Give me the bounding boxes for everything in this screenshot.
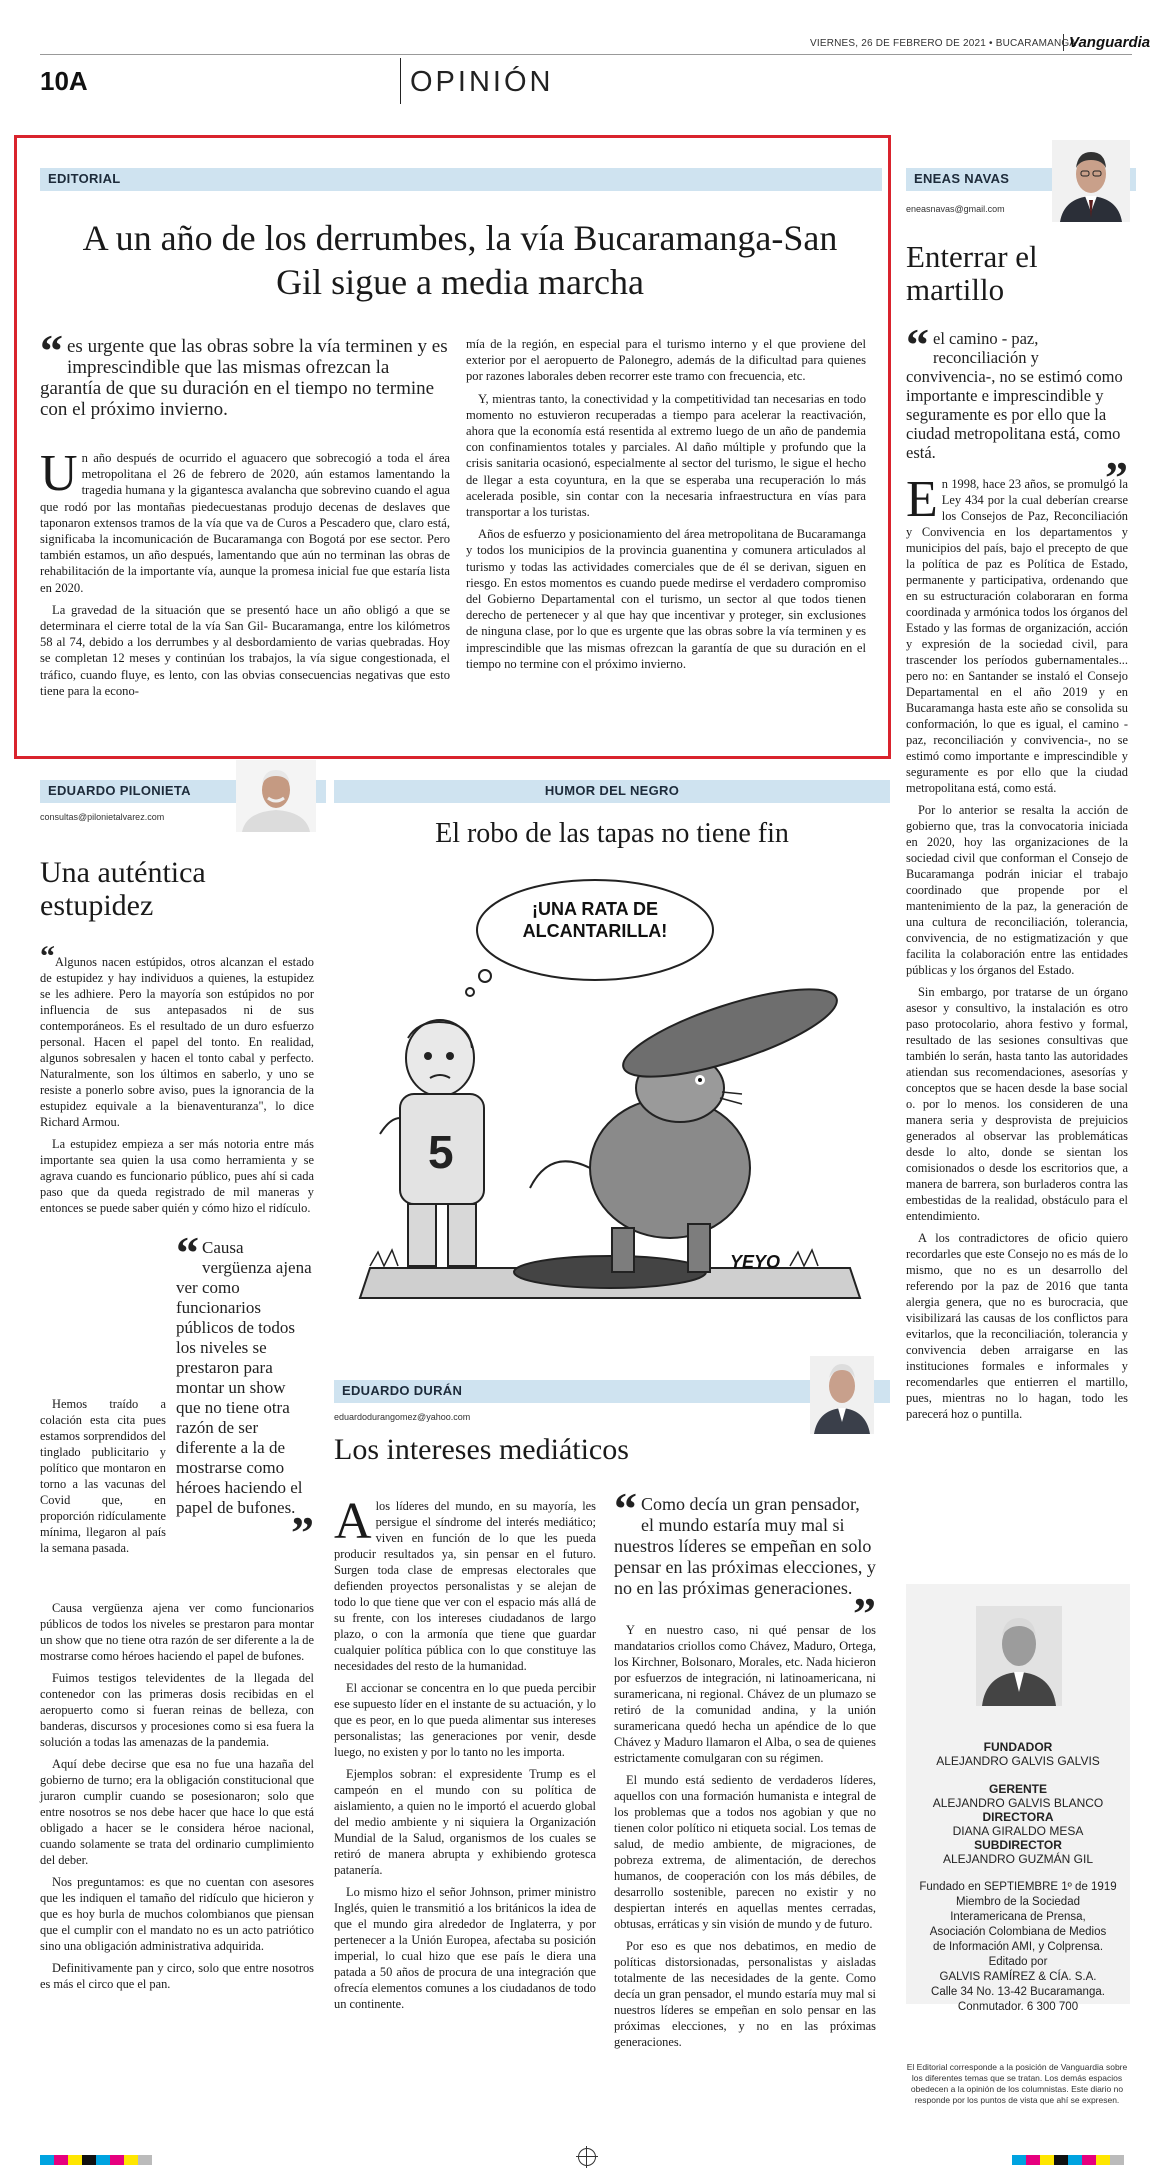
duran-email: eduardodurangomez@yahoo.com [334,1412,471,1422]
duran-portrait [810,1356,874,1434]
editorial-dropcap: U [40,445,78,502]
duran-paragraph: los líderes del mundo, en su mayoría, les persigue el síndrome del interés mediático; viven en función de lo que les pueda producir resultados ya, sin pensar en el futuro. Surgen toda clase de empresas electorales que defienden proyectos personalistas y se alejan de todo lo que tiene que ver con el espacio más allá de su frente, con los intereses ciudadanos de largo plazo, o con la armonía que tiene que guardar cualquier política pública con lo que constituye las necesidades del resto de la humanidad. [334,1499,596,1673]
navas-paragraph: Sin embargo, por tratarse de un órgano asesor y consultivo, la instalación es otro paso protocolario, ahora festivo y formal, resultado de las sesiones consultivas que también lo serán, hasta tanto las autoridades atiendan sus recomendaciones, asesorías y conceptos que se hacen desde la base social o. por lo menos. los consideren de una manera seria y desprovista de prejuicios generados al observar las problemáticas desde lo alto, donde se sientan los comisionados o desde los escritorios que, a manera de barrera, son burladeros contra las embestidas de la realidad, obstáculo para el entendimiento. [906,985,1128,1223]
pilonieta-headline: Una auténtica estupidez [40,856,206,922]
gerente-name: ALEJANDRO GALVIS BLANCO [932,1796,1104,1810]
open-quote-icon: “ [176,1227,199,1278]
cartoon-signature: YEYO [730,1252,781,1272]
directora-name: DIANA GIRALDO MESA [952,1824,1084,1838]
pilonieta-paragraph: Algunos nacen estúpidos, otros alcanzan el estado de estupidez y hay individuos a quienes, la estupidez se les adhiere. Pero la mayoría son estúpidos no por influencia de sus antepasados ni de sus contemporáneos. Es el resultado de un duro esfuerzo personal. Hacen el papel del tonto. En realidad, algunos sobresalen y hacen el tonto cabal y perfecto. Naturalmente, son los últimos en saberlo, y uno se resiste a ponerlo sobre aviso, pues la ignorancia de la estupidez equivale a la bienaventuranza", lo dice Richard Armou. [40,955,314,1129]
editorial-pullquote [40,325,450,420]
pilonieta-quote-text: Causa vergüenza ajena ver como funcionarios públicos de todos los niveles se prestaron para montar un show que no tiene otra razón de ser diferente a la de mostrarse como héroes haciendo el papel de bufones. [176,1238,312,1517]
pilonieta-body-bottom [40,1600,314,1998]
duran-paragraph: Lo mismo hizo el señor Johnson, primer ministro Inglés, quien le transmitió a los británicos la idea de que el mundo gira alrededor de Inglaterra, y por pertenecer a la Unión Europea, afectaba su posición imperial, lo cual hizo que ese país le diera una patada a 50 años de procura de una integración que ofrecía elementos comunes a los ciudadanos de todo un continente. [334,1885,596,2011]
masthead-info: Fundado en SEPTIEMBRE 1º de 1919 [919,1881,1117,1893]
duran-pullquote [614,1483,876,1639]
duran-tag: EDUARDO DURÁN [334,1380,890,1403]
pilonieta-paragraph: Aquí debe decirse que esa no fue una hazaña del gobierno de turno; era la obligación constitucional que juraron cumplir cuando se posesionaron; solo que entre nosotros se nos debe hacer que hace lo que está obligado a hacer se le considera héroe nacional, cuando solamente se trata del ordinario cumplimiento del deber. [40,1757,314,1867]
color-registration-bar-right [1012,2152,1124,2170]
close-quote-icon: ” [1105,452,1128,503]
founder-portrait [976,1606,1062,1706]
header-rule [40,54,1132,55]
pilonieta-body-top [40,940,314,1218]
masthead-info: Interamericana de Prensa, [950,1911,1086,1923]
duran-paragraph: Ejemplos sobran: el expresidente Trump es el campeón en el mundo con su política de aislamiento, a quien no le importó el acuerdo global del medio ambiente y ni siquiera la Organización Mundial de la Salud, organismos de los cuales se retiró de manera abrupta y exhibiendo grotesca patanería. [334,1767,596,1877]
open-quote-icon: “ [614,1483,637,1534]
cartoon [350,868,870,1308]
editorial-col1 [40,325,450,705]
pilonieta-tag: EDUARDO PILONIETA [40,780,326,803]
navas-email: eneasnavas@gmail.com [906,204,1005,214]
pilonieta-paragraph: Causa vergüenza ajena ver como funcionarios públicos de todos los niveles se prestaron para montar un show que no tiene otra razón de ser diferente a la de mostrarse como héroes haciendo el papel de bufones. [40,1601,314,1663]
duran-col2 [614,1622,876,2056]
pilonieta-body-narrow [40,1396,166,1562]
pilonieta-paragraph: Hemos traído a colación esta cita pues estamos sorprendidos del tinglado publicitario y político que montaron en torno a las vacunas del Covid que, en proporción ridículamente mínima, llegaron al país la semana pasada. [40,1397,166,1555]
masthead-info: de Información AMI, y Colprensa. [932,1941,1104,1953]
fundador-name: ALEJANDRO GALVIS GALVIS [936,1754,1100,1768]
open-quote-icon: “ [906,319,929,370]
editorial-paragraph: La gravedad de la situación que se presentó hace un año obligó a que se determinara el cierre total de la vía San Gil- Bucaramanga, entre los kilómetros 58 al 74, debido a los derrumbes y al desbordamiento de varias quebradas. Hoy se completan 12 meses y continúan los trabajos, la vía sigue congestionada, el tráfico, cuando fluye, es lento, con las obvias consecuencias negativas que esto tiene para la econo- [40,602,450,698]
section-title: OPINIÓN [410,66,554,98]
navas-tag: ENEAS NAVAS [906,168,1136,191]
editorial-body-1 [40,445,450,699]
subdirector-name: ALEJANDRO GUZMÁN GIL [942,1852,1094,1866]
navas-paragraph: A los contradictores de oficio quiero recordarles que este Consejo no es más de lo mismo, que no es un desarrollo del referendo por la paz de 2016 que tanta alergia genera, que no es burocracia, que visibilizará las causas de los conflictos para evitarlos, que la reconciliación, tolerancia y convivencia deben arraigarse en las instituciones formales e informales y recomendarles que entierren el martillo, pues, mientras no lo hagan, todo les parecerá hoz o puntilla. [906,1231,1128,1421]
editorial-tag: EDITORIAL [40,168,882,191]
navas-paragraph: n 1998, hace 23 años, se promulgó la Ley 434 por la cual deberían crearse los Consejos de Paz, Reconciliación y Convivencia en los departamentos y municipios del país, bajo el precepto de que la política de paz es Política de Estado, permanente y participativa, ordenando que en su estructuración colaboraran en forma coordinada y armónica todos los órganos del Estado y las formas de organización, acción y expresión de la sociedad civil, para trascender los períodos gubernamentales... pero no: en Santander se instaló el Consejo Departamental en el año 2019 y en Bucaramanga hasta este año se consolida su conformación, lo que es igual, el camino - paz, reconciliación y convivencia-, no se estimó como importante e imprescindible y seguramente es por ello que la ciudad metropolitana está, como está. [906,477,1128,795]
subdirector-label: SUBDIRECTOR [974,1838,1062,1852]
navas-dropcap: E [906,471,938,528]
navas-quote-text: el camino - paz, reconciliación y convivencia-, no se estimó como importante e imprescindible y seguramente es por ello que la ciudad metropolitana está, como está. [906,329,1123,462]
pilonieta-paragraph: Fuimos testigos televidentes de la llegada del contenedor con las primeras dosis recibidas en el aeropuerto como si fueran reinas de belleza, con banderas, discursos y procesiones como si esa fuera la solución a todas las amenazas de la pandemia. [40,1671,314,1749]
duran-paragraph: El mundo está sediento de verdaderos líderes, aquellos con una formación humanista e integral de los problemas que a todos nos agobian y que no tienen color político ni etiqueta social. Los temas de salud, de medio ambiente, de migraciones, de pobreza extrema, de alimentación, de derechos humanos, de cooperación con los más débiles, de desarrollo sostenible, parecen no existir y no despiertan interés en aquellas mentes cerradas, obtusas, erráticas y sin visión de mundo y de futuro. [614,1773,876,1931]
brand-logo: Vanguardia [1063,34,1150,51]
duran-paragraph: El accionar se concentra en lo que pueda percibir ese supuesto líder en el instante de su actuación, y lo que es peor, en lo que pueda alimentar sus intereses personalistas; las generaciones por venir, desde luego, no existen y por lo tanto no les importa. [334,1681,596,1759]
duran-headline: Los intereses mediáticos [334,1433,629,1466]
masthead-info: GALVIS RAMÍREZ & CÍA. S.A. [939,1971,1097,1983]
directora-label: DIRECTORA [982,1810,1054,1824]
navas-pullquote [906,319,1128,503]
man-portrait-icon [1052,140,1130,222]
editorial-quote-text: es urgente que las obras sobre la vía terminen y es imprescindible que las mismas ofrezcan la garantía de que su duración en el tiempo no termine con el próximo invierno. [40,336,448,420]
masthead-info: Asociación Colombiana de Medios [929,1926,1107,1938]
humor-headline: El robo de las tapas no tiene fin [435,818,789,849]
editorial-paragraph: Y, mientras tanto, la conectividad y la competitividad tan necesarias en todo momento no estuvieron recuperadas a tiempo para acelerar la reactivación, ahora que la economía está resentida al extremo luego de un año de pandemia con confinamientos totales y parciales. Al daño múltiple y profundo que la crisis sanitaria ocasionó, especialmente al sector del turismo, le sigue el hecho de llegar a esta coyuntura, en la que se esperaba una recuperación lo más acelerada posible, sin contar con la necesaria infraestructura en vías para transportar a los turistas. [466,391,866,520]
editorial-col2 [466,336,866,678]
gerente-label: GERENTE [988,1782,1047,1796]
man-portrait-icon [810,1356,874,1434]
registration-mark-icon [578,2148,596,2166]
pilonieta-pullquote [176,1227,314,1558]
navas-portrait [1052,140,1130,222]
jersey-number: 5 [428,1126,454,1178]
dateline: VIERNES, 26 DE FEBRERO DE 2021 • BUCARAMANGA [810,38,1077,49]
masthead-credits [906,1740,1130,2015]
close-quote-icon: ” [853,1588,876,1639]
man-portrait-icon [236,760,316,832]
pilonieta-email: consultas@pilonietalvarez.com [40,812,165,822]
pilonieta-paragraph: Definitivamente pan y circo, solo que entre nosotros es más el circo que el pan. [40,1961,314,1991]
duran-paragraph: Por eso es que nos debatimos, en medio de políticas distorsionadas, personalistas y aisladas totalmente de las necesidades de la gente. Como decía un gran pensador, el mundo estaría muy mal si nuestros líderes se empeñan en solo pensar en las próximas elecciones, y no en las próximas generaciones. [614,1939,876,2049]
masthead-info: Calle 34 No. 13-42 Bucaramanga. [931,1986,1105,1998]
masthead-disclaimer: El Editorial corresponde a la posición de Vanguardia sobre los diferentes temas que se tratan. Los demás espacios obedecen a la opinión de los columnistas. Este diario no responde por los puntos de vista que ahí se expresen. [906,2062,1128,2105]
humor-tag: HUMOR DEL NEGRO [334,780,890,803]
navas-body [906,471,1128,1428]
founder-photo-icon [976,1606,1062,1706]
fundador-label: FUNDADOR [983,1740,1053,1754]
pilonieta-paragraph: Nos preguntamos: es que no cuentan con asesores que les indiquen el tamaño del ridículo que hicieron y que es hoy burla de muchos colombianos que piensan que el cumplir con el mandato no es un acto patriótico sino una obligación administrativa adquirida. [40,1875,314,1953]
close-quote-icon: ” [291,1507,314,1558]
masthead-info: Editado por [988,1956,1048,1968]
editorial-headline: A un año de los derrumbes, la vía Bucaramanga-San Gil sigue a media marcha [82,218,838,302]
duran-quote-text: Como decía un gran pensador, el mundo estaría muy mal si nuestros líderes se empeñan en solo pensar en las próximas elecciones, y no en las próximas generaciones. [614,1494,876,1598]
editorial-paragraph: mía de la región, en especial para el turismo interno y el que proviene del exterior por el aeropuerto de Palonegro, además de la dificultad para quienes por razones laborales deben recorrer este tramo con frecuencia, etc. [466,337,866,384]
duran-dropcap: A [334,1493,372,1550]
cartoon-speech-text: ¡UNA RATA DE ALCANTARILLA! [522,899,668,941]
open-quote-icon: “ [40,325,63,376]
pilonieta-paragraph: La estupidez empieza a ser más notoria entre más importante sea quien la usa como herramienta y se agrava cuando es funcionario público, pues ahí si cada paso que da queda registrado de mil maneras y entonces se puede saber quién y cómo hizo el ridículo. [40,1137,314,1215]
duran-paragraph: Y en nuestro caso, ni qué pensar de los mandatarios criollos como Chávez, Maduro, Ortega, los Kirchner, Bolsonaro, Morales, etc. Nada hicieron por esfuerzos de integración, ni latinoamericana, ni suramericana, ni regional. Chávez de un plumazo se retiró de la comunidad andina, y la unión suramericana quedó hecha un apéndice de lo que Chávez y Maduro llamaron el Alba, o sea de quienes estrictamente comulgaran con su régimen. [614,1623,876,1765]
masthead-info: Conmutador. 6 300 700 [957,2001,1079,2013]
open-quote-icon: “ [40,940,55,973]
color-registration-bar-left [40,2152,152,2170]
editorial-paragraph: n año después de ocurrido el aguacero que sobrecogió a toda el área metropolitana el 26 de febrero de 2020, aún estamos lamentando la tragedia humana y la gigantesca avalancha que sobrevino cuando el agua que rodó por las montañas piedecuestanas produjo decenas de deslaves que taponaron extensos tramos de la vía que va de Curos a Pescadero que, claro está, significaba la incomunicación de Bucaramanga con Bogotá por ese sector. Pero también estamos, un año después, lamentando que aún no terminan las obras de rehabilitación de la importante vía, aunque la promesa inicial fue que estaría lista en 2020. [40,451,450,595]
editorial-paragraph: Años de esfuerzo y posicionamiento del área metropolitana de Bucaramanga y todos los municipios de la provincia guanentina y comunera articulados al turismo y todas las actividades comerciales que de él se derivan, siguen en riesgo. En estos momentos es cuando puede medirse el verdadero compromiso del Gobierno Departamental con el turismo, un sector al que todos tienen derecho de pertenecer y al que hay que incentivar y proteger, sin exclusiones de ninguna clase, por lo que es urgente que las obras sobre la vía terminen y es imprescindible que las mismas ofrezcan la garantía de que su duración en el tiempo no termine con el próximo invierno. [466,527,866,671]
pilonieta-portrait [236,760,316,832]
duran-col1 [334,1493,596,2018]
page-number: 10A [40,66,88,96]
header-divider [400,58,401,104]
navas-headline: Enterrar el martillo [906,239,1038,307]
navas-paragraph: Por lo anterior se resalta la acción de gobierno que, tras la convocatoria iniciada en 2020, hoy las organizaciones de la sociedad civil que conforman el Consejo de Bucaramanga podrán iniciar el trabajo coordinado que propende por el mantenimiento de la paz, la generación de una cultura de reconciliación, tolerancia, convivencia, de no estigmatización y que facilita la colaboración entre las entidades públicas y los órganos del Estado. [906,803,1128,977]
masthead-info: Miembro de la Sociedad [955,1896,1080,1908]
